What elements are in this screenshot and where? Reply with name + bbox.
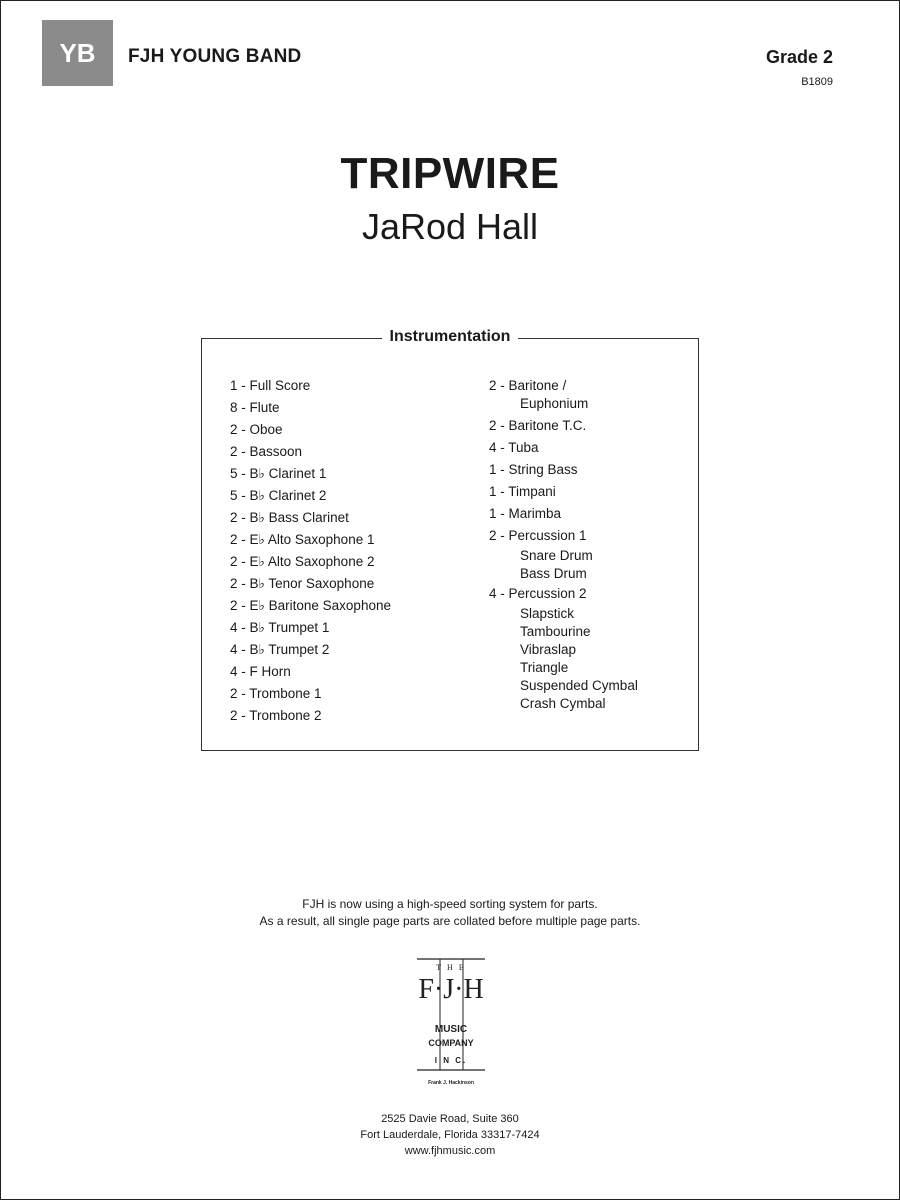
instrument-item-tuba: 4 - Tuba <box>489 440 539 455</box>
instrument-item-baritone-tc: 2 - Baritone T.C. <box>489 418 587 433</box>
instrument-item: 1 - Full Score <box>230 378 311 393</box>
instrumentation-heading-wrap <box>202 328 698 346</box>
instrument-item-percussion-2: 4 - Percussion 2 <box>489 586 587 601</box>
sorting-notice-line: FJH is now using a high-speed sorting system for parts. <box>302 897 598 911</box>
instrument-item: 2 - E♭ Baritone Saxophone <box>230 598 391 613</box>
logo-company: COMPANY <box>428 1038 474 1048</box>
instrument-item-percussion-1: 2 - Percussion 1 <box>489 528 587 543</box>
grade-label: Grade 2 <box>765 47 833 67</box>
instrument-item: 2 - Oboe <box>230 422 283 437</box>
percussion-sub-item: Tambourine <box>520 624 591 639</box>
instrument-item-baritone: 2 - Baritone / <box>489 378 567 393</box>
instrumentation-heading: Instrumentation <box>382 328 519 345</box>
instrument-item: 4 - B♭ Trumpet 1 <box>230 620 330 635</box>
logo-founder: Frank J. Hackinson <box>428 1080 474 1086</box>
address-line: 2525 Davie Road, Suite 360 <box>381 1113 519 1125</box>
percussion-sub-item: Crash Cymbal <box>520 696 606 711</box>
address-line: Fort Lauderdale, Florida 33317-7424 <box>360 1129 540 1141</box>
instrument-item-marimba: 1 - Marimba <box>489 506 562 521</box>
percussion-sub-item: Snare Drum <box>520 548 593 563</box>
instrument-item: 8 - Flute <box>230 400 280 415</box>
percussion-sub-item: Triangle <box>520 660 569 675</box>
instrument-item: 2 - E♭ Alto Saxophone 1 <box>230 532 375 547</box>
percussion-sub-item: Bass Drum <box>520 566 587 581</box>
percussion-sub-item: Suspended Cymbal <box>520 678 638 693</box>
website-link[interactable]: www.fjhmusic.com <box>404 1145 496 1157</box>
logo-the: T H E <box>436 963 466 972</box>
logo-inc: I N C. <box>434 1056 468 1065</box>
instrument-item: 5 - B♭ Clarinet 1 <box>230 466 327 481</box>
instrument-item: 4 - F Horn <box>230 664 291 679</box>
young-band-badge: YB <box>42 20 113 86</box>
instrument-item: 4 - B♭ Trumpet 2 <box>230 642 330 657</box>
series-name: FJH YOUNG BAND <box>128 46 302 67</box>
instrument-item-baritone-cont: Euphonium <box>520 396 589 411</box>
logo-fjh: F·J·H <box>418 974 484 1005</box>
logo-music: MUSIC <box>434 1024 468 1035</box>
instrument-list-left <box>230 375 391 727</box>
instrument-item: 2 - Bassoon <box>230 444 303 459</box>
instrument-item: 2 - E♭ Alto Saxophone 2 <box>230 554 375 569</box>
catalog-number: B1809 <box>801 76 833 88</box>
fjh-music-company-logo <box>414 956 488 1090</box>
instrument-list-right <box>489 375 638 713</box>
instrument-item: 5 - B♭ Clarinet 2 <box>230 488 327 503</box>
instrument-item: 2 - B♭ Tenor Saxophone <box>230 576 375 591</box>
publisher-address <box>1 1111 899 1159</box>
sorting-notice-line: As a result, all single page parts are collated before multiple page parts. <box>259 914 641 928</box>
composer-name: JaRod Hall <box>361 206 539 247</box>
instrument-item: 2 - Trombone 2 <box>230 708 322 723</box>
instrument-item-timpani: 1 - Timpani <box>489 484 556 499</box>
sorting-notice <box>1 896 899 930</box>
piece-title: TRIPWIRE <box>340 149 560 198</box>
percussion-sub-item: Slapstick <box>520 606 575 621</box>
instrument-item-string-bass: 1 - String Bass <box>489 462 578 477</box>
instrument-item: 2 - Trombone 1 <box>230 686 322 701</box>
percussion-sub-item: Vibraslap <box>520 642 577 657</box>
instrumentation-box <box>201 328 699 751</box>
instrument-item: 2 - B♭ Bass Clarinet <box>230 510 349 525</box>
